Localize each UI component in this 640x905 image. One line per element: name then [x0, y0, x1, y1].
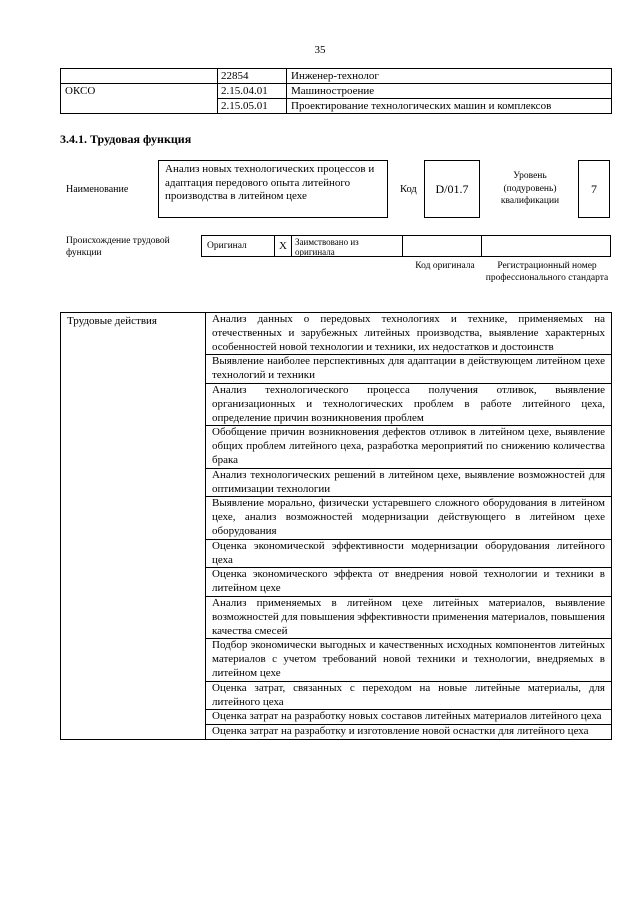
codes-cell-code: 2.15.05.01 [218, 99, 287, 114]
labor-action-item: Оценка затрат на разработку новых составов литейных материалов литейного цеха [206, 710, 612, 725]
labor-action-item: Анализ технологического процесса получения отливок, выявление организационных и технологических проблем в работе литейного цеха, определение причин возникновения проблем [206, 383, 612, 425]
original-code-caption: Код оригинала [415, 261, 475, 271]
original-label: Оригинал [201, 235, 275, 257]
page-number: 35 [314, 44, 326, 56]
registration-number-cell [481, 235, 611, 257]
table-row [61, 84, 612, 99]
labor-action-item: Оценка затрат на разработку и изготовление новой оснастки для литейного цеха [206, 725, 612, 740]
codes-cell-code: 22854 [218, 69, 287, 84]
labor-action-item: Анализ данных о передовых технологиях и технике, применяемых на отечественных и зарубежных литейных производства, выявление характерных особенностей новой технологии и техники, их недостатков и достоинств [206, 313, 612, 355]
labor-action-item: Подбор экономически выгодных и качественных исходных компонентов литейных материалов с учетом требований новой техники и технологии, внедряемых в литейном цехе [206, 639, 612, 681]
labor-action-item: Оценка экономической эффективности модернизации оборудования литейного цеха [206, 539, 612, 568]
codes-cell-title: Инженер-технолог [287, 69, 612, 84]
level-label: Уровень (подуровень) квалификации [500, 171, 560, 206]
codes-cell-title: Проектирование технологических машин и комплексов [287, 99, 612, 114]
labor-action-item: Анализ применяемых в литейном цехе литейных материалов, выявление возможностей для повышения эффективности применения материалов, повышения качества смесей [206, 596, 612, 638]
codes-table [60, 68, 612, 114]
section-title: 3.4.1. Трудовая функция [60, 132, 192, 146]
labor-action-item: Выявление наиболее перспективных для адаптации в действующем литейном цехе технологий и техники [206, 355, 612, 384]
qualification-level-box: 7 [578, 160, 610, 218]
codes-cell-label: ОКСО [61, 84, 218, 114]
labor-action-item: Анализ технологических решений в литейном цехе, выявление возможностей для оптимизации технологии [206, 468, 612, 497]
labor-actions-table [60, 312, 612, 740]
labor-action-item: Выявление морально, физически устаревшего сложного оборудования в литейном цехе, анализ возможностей модернизации действующего в литейном цехе оборудования [206, 497, 612, 539]
table-row [61, 69, 612, 84]
origin-label: Происхождение трудовой функции [66, 236, 170, 258]
table-row [61, 313, 612, 355]
original-mark: X [274, 235, 292, 257]
function-code-box: D/01.7 [424, 160, 480, 218]
code-label: Код [400, 184, 417, 195]
codes-cell-title: Машиностроение [287, 84, 612, 99]
registration-number-caption: Регистрационный номер профессионального стандарта [485, 261, 609, 283]
codes-cell-code: 2.15.04.01 [218, 84, 287, 99]
labor-action-item: Оценка экономического эффекта от внедрения новой технологии и техники в литейном цехе [206, 568, 612, 597]
labor-action-item: Оценка затрат, связанных с переходом на новые литейные материалы, для литейного цеха [206, 681, 612, 710]
origin-row [202, 235, 612, 257]
original-code-cell [402, 235, 482, 257]
codes-cell-label [61, 69, 218, 84]
function-name-box: Анализ новых технологических процессов и адаптация передового опыта литейного производства в литейном цехе [158, 160, 388, 218]
labor-action-item: Обобщение причин возникновения дефектов отливок в литейном цехе, выявление общих проблем литейного цеха, разработка мероприятий по снижению количества брака [206, 426, 612, 468]
labor-actions-label: Трудовые действия [61, 313, 206, 740]
name-label: Наименование [66, 184, 129, 195]
borrowed-label: Заимствовано из оригинала [291, 235, 403, 257]
